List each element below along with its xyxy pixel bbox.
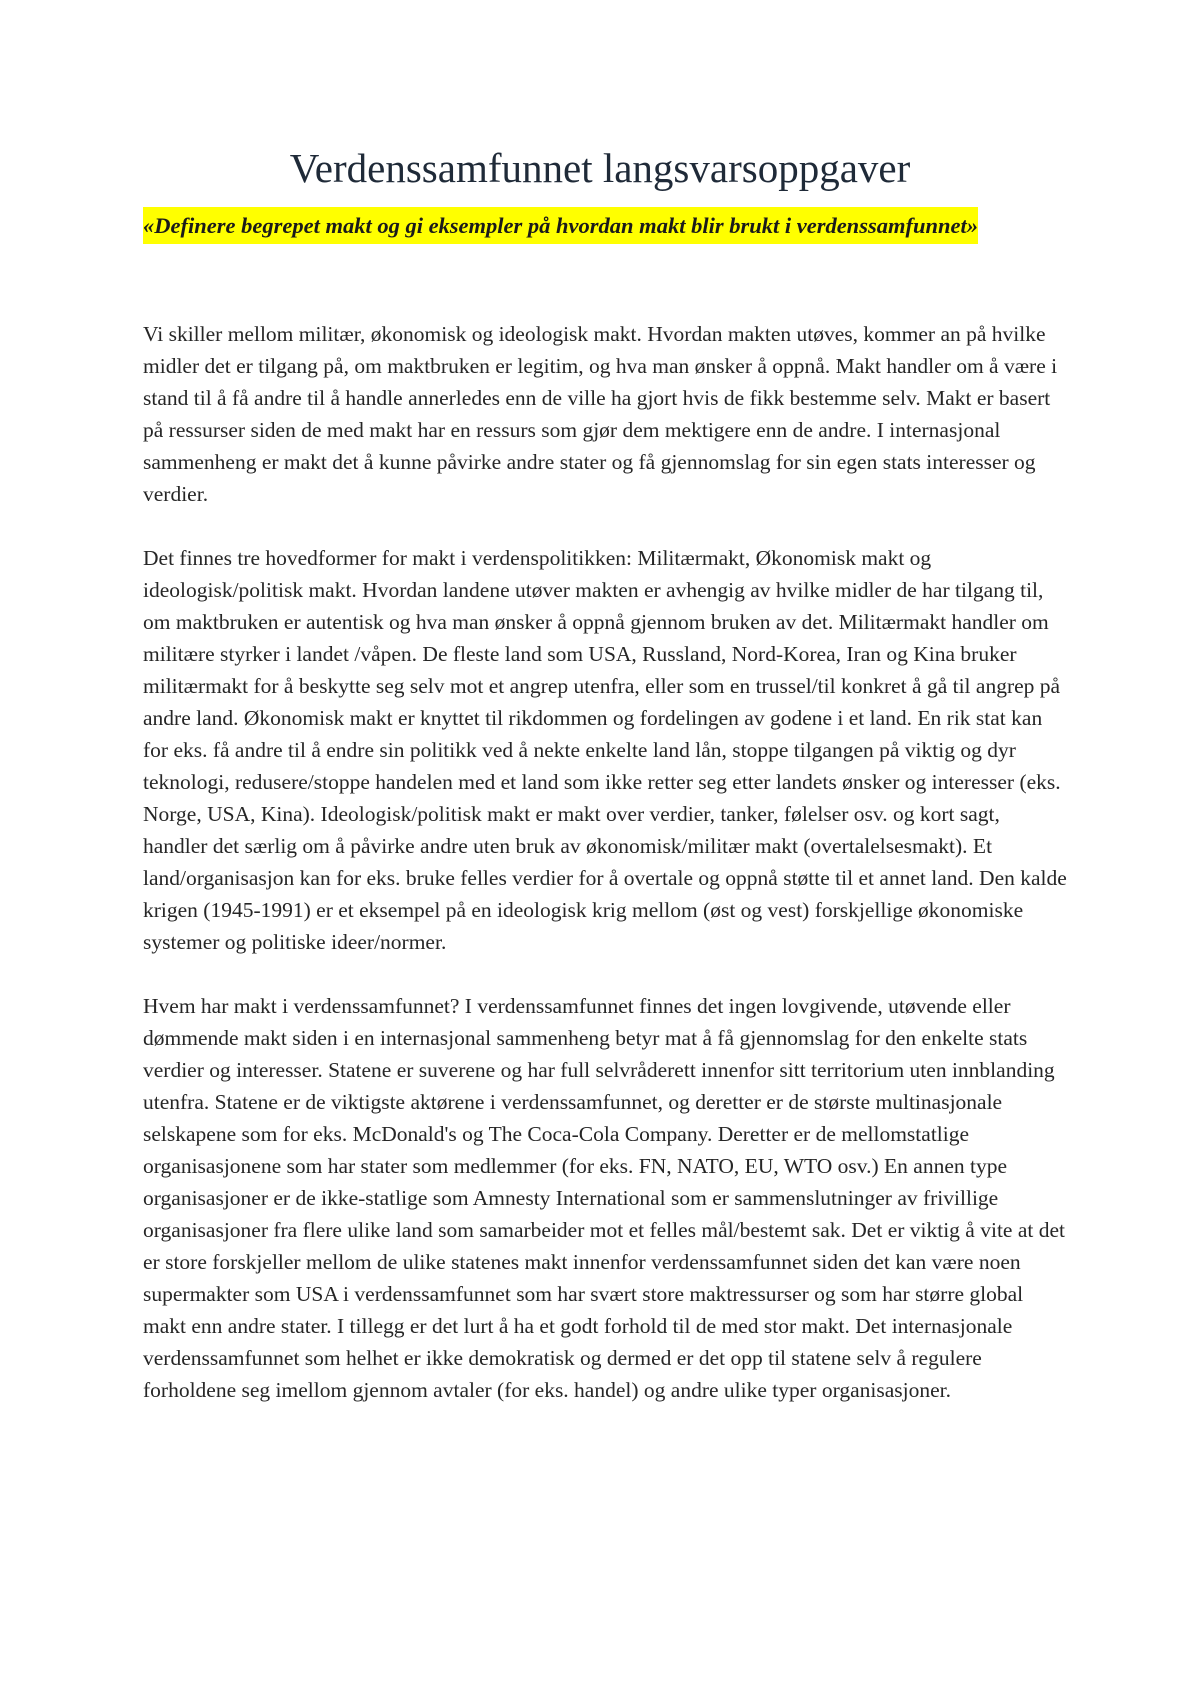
document-title: Verdenssamfunnet langsvarsoppgaver (289, 145, 911, 191)
question-text: «Definere begrepet makt og gi eksempler på hvordan makt blir brukt i verdenssamfunnet» (143, 207, 978, 244)
paragraph-3: Hvem har makt i verdenssamfunnet? I verdenssamfunnet finnes det ingen lovgivende, utøvende eller dømmende makt siden i en internasjonal sammenheng betyr mat å få gjennomslag for den enkelte stats verdier og interesser. Statene er suverene og har full selvråderett innenfor sitt territorium uten innblanding utenfra. Statene er de viktigste aktørene i verdenssamfunnet, og deretter er de største multinasjonale selskapene som for eks. McDonald's og The Coca-Cola Company. Deretter er de mellomstatlige organisasjonene som har stater som medlemmer (for eks. FN, NATO, EU, WTO osv.) En annen type organisasjoner er de ikke-statlige som Amnesty International som er sammenslutninger av frivillige organisasjoner fra flere ulike land som samarbeider mot et felles mål/bestemt sak. Det er viktig å vite at det er store forskjeller mellom de ulike statenes makt innenfor verdenssamfunnet siden det kan være noen supermakter som USA i verdenssamfunnet som har svært store maktressurser og som har større global makt enn andre stater. I tillegg er det lurt å ha et godt forhold til de med stor makt. Det internasjonale verdenssamfunnet som helhet er ikke demokratisk og dermed er det opp til statene selv å regulere forholdene seg imellom gjennom avtaler (for eks. handel) og andre ulike typer organisasjoner. (143, 994, 1066, 1402)
highlighted-question (143, 196, 1063, 256)
paragraph-1: Vi skiller mellom militær, økonomisk og ideologisk makt. Hvordan makten utøves, kommer an på hvilke midler det er tilgang på, om maktbruken er legitim, og hva man ønsker å oppnå. Makt handler om å være i stand til å få andre til å handle annerledes enn de ville ha gjort hvis de fikk bestemme selv. Makt er basert på ressurser siden de med makt har en ressurs som gjør dem mektigere enn de andre. I internasjonal sammenheng er makt det å kunne påvirke andre stater og få gjennomslag for sin egen stats interesser og verdier. (143, 322, 1058, 506)
paragraph-2: Det finnes tre hovedformer for makt i verdenspolitikken: Militærmakt, Økonomisk makt og ideologisk/politisk makt. Hvordan landene utøver makten er avhengig av hvilke midler de har tilgang til, om maktbruken er autentisk og hva man ønsker å oppnå gjennom bruken av det. Militærmakt handler om militære styrker i landet /våpen. De fleste land som USA, Russland, Nord-Korea, Iran og Kina bruker militærmakt for å beskytte seg selv mot et angrep utenfra, eller som en trussel/til konkret å gå til angrep på andre land. Økonomisk makt er knyttet til rikdommen og fordelingen av godene i et land. En rik stat kan for eks. få andre til å endre sin politikk ved å nekte enkelte land lån, stoppe tilgangen på viktig og dyr teknologi, redusere/stoppe handelen med et land som ikke retter seg etter landets ønsker og interesser (eks. Norge, USA, Kina). Ideologisk/politisk makt er makt over verdier, tanker, følelser osv. og kort sagt, handler det særlig om å påvirke andre uten bruk av økonomisk/militær makt (overtalelsesmakt). Et land/organisasjon kan for eks. bruke felles verdier for å overtale og oppnå støtte til et annet land. Den kalde krigen (1945-1991) er et eksempel på en ideologisk krig mellom (øst og vest) forskjellige økonomiske systemer og politiske ideer/normer. (143, 546, 1067, 954)
document-body (143, 318, 1068, 1438)
